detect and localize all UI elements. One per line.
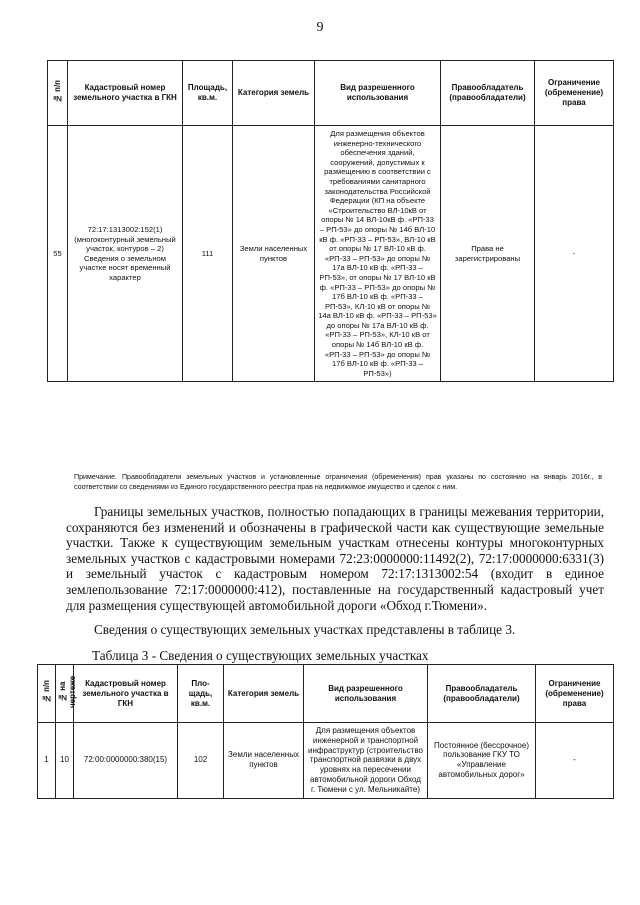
header-cell: Вид разрешенного использования <box>304 665 428 723</box>
header-cell: № п/п <box>48 61 68 126</box>
area-value: 111 <box>183 126 233 382</box>
area-value: 102 <box>178 723 224 799</box>
permitted-use: Для размещения объектов инженерной и транспортной инфраструктур (строительство транспортной развязки в двух уровнях на пересечении автомобильной дороги Обход г. Тюмени с ул. Мельникайте) <box>304 723 428 799</box>
header-cell: Категория земель <box>224 665 304 723</box>
header-cell: № п/п <box>38 665 56 723</box>
drawing-number: 10 <box>56 723 74 799</box>
header-cell: Кадастровый номер земельного участка в ГКН <box>68 61 183 126</box>
land-category: Земли населенных пунктов <box>233 126 315 382</box>
row-number: 55 <box>48 126 68 382</box>
row-number: 1 <box>38 723 56 799</box>
table-caption: Таблица 3 - Сведения о существующих земельных участках <box>92 648 429 663</box>
header-cell: Вид разрешенного использования <box>315 61 441 126</box>
header-cell: Ограничение (обременение) права <box>536 665 614 723</box>
table-row <box>38 723 614 799</box>
body-paragraph: Границы земельных участков, полностью попадающих в границы межевания территории, сохраняются без изменений и обозначены в графической части как существующие земельные участки. Также к существующим земельным участкам отнесены контуры многоконтурных земельных участков с кадастровыми номерами 72:23:0000000:11492(2), 72:17:0000000:6331(3) и земельный участок с кадастровым номером 72:17:1313002:54 (входит в единое землепользование 72:17:0000000:412), поставленные на государственный кадастровый учет для размещения существующей автомобильной дороги «Обход г.Тюмени». <box>66 504 604 613</box>
existing-land-plots-table <box>37 664 614 799</box>
header-cell: Ограничение (обременение) права <box>535 61 614 126</box>
land-category: Земли населенных пунктов <box>224 723 304 799</box>
owner: Права не зарегистрированы <box>441 126 535 382</box>
table-header-row <box>38 665 614 723</box>
header-cell: Правообладатель (правообладатели) <box>441 61 535 126</box>
header-cell: Категория земель <box>233 61 315 126</box>
page-number: 9 <box>316 20 324 35</box>
permitted-use: Для размещения объектов инженерно-технического обеспечения зданий, сооружений, допустимых к размещению в соответствии с требованиями санитарного законодательства Российской Федерации (КП на объекте «Строительство ВЛ-10кВ от опоры № 14 ВЛ-10кВ ф. «РП-33 – РП-53» до опоры № 14б ВЛ-10 кВ ф. «РП-33 – РП-53», ВЛ-10 кВ от опоры № 17 ВЛ-10 кВ ф. «РП-33 – РП-53» до опоры № 17а ВЛ-10 кВ ф. «РП-33 – РП-53», от опоры № 17 ВЛ-10 кВ ф. «РП-33 – РП-53» до опоры № 17б ВЛ-10 кВ ф. «РП-33 – РП-53», КЛ-10 кВ от опоры № 14а ВЛ-10 кВ ф. «РП-33 – РП-53» до опоры № 17а ВЛ-10 кВ ф. «РП-33 – РП-53», КЛ-10 кВ от опоры № 14б ВЛ-10 кВ ф. «РП-33 – РП-53» до опоры № 17б ВЛ-10 кВ ф. «РП-33 – РП-53») <box>315 126 441 382</box>
body-paragraph: Сведения о существующих земельных участках представлены в таблице 3. <box>94 622 516 637</box>
header-cell: Пло-щадь, кв.м. <box>178 665 224 723</box>
owner: Постоянное (бессрочное) пользование ГКУ ТО «Управление автомобильных дорог» <box>428 723 536 799</box>
restriction: - <box>535 126 614 382</box>
header-cell: Площадь, кв.м. <box>183 61 233 126</box>
table-row <box>48 126 614 382</box>
header-cell: № на чертеже <box>56 665 74 723</box>
restriction: - <box>536 723 614 799</box>
cadastral-number: 72:00:0000000:380(15) <box>74 723 178 799</box>
header-cell: Правообладатель (правообладатели) <box>428 665 536 723</box>
cadastral-number: 72:17:1313002:152(1) (многоконтурный земельный участок, контуров – 2) Сведения о земельном участке носят временный характер <box>68 126 183 382</box>
table-header-row <box>48 61 614 126</box>
header-cell: Кадастровый номер земельного участка в ГКН <box>74 665 178 723</box>
table-note: Примечание. Правообладатели земельных участков и установленные ограничения (обременения) прав указаны по состоянию на январь 2016г., в соответствии со сведениями из Единого государственного реестра прав на недвижимое имущество и сделок с ним. <box>74 473 602 491</box>
land-plots-table-continued <box>47 60 614 382</box>
